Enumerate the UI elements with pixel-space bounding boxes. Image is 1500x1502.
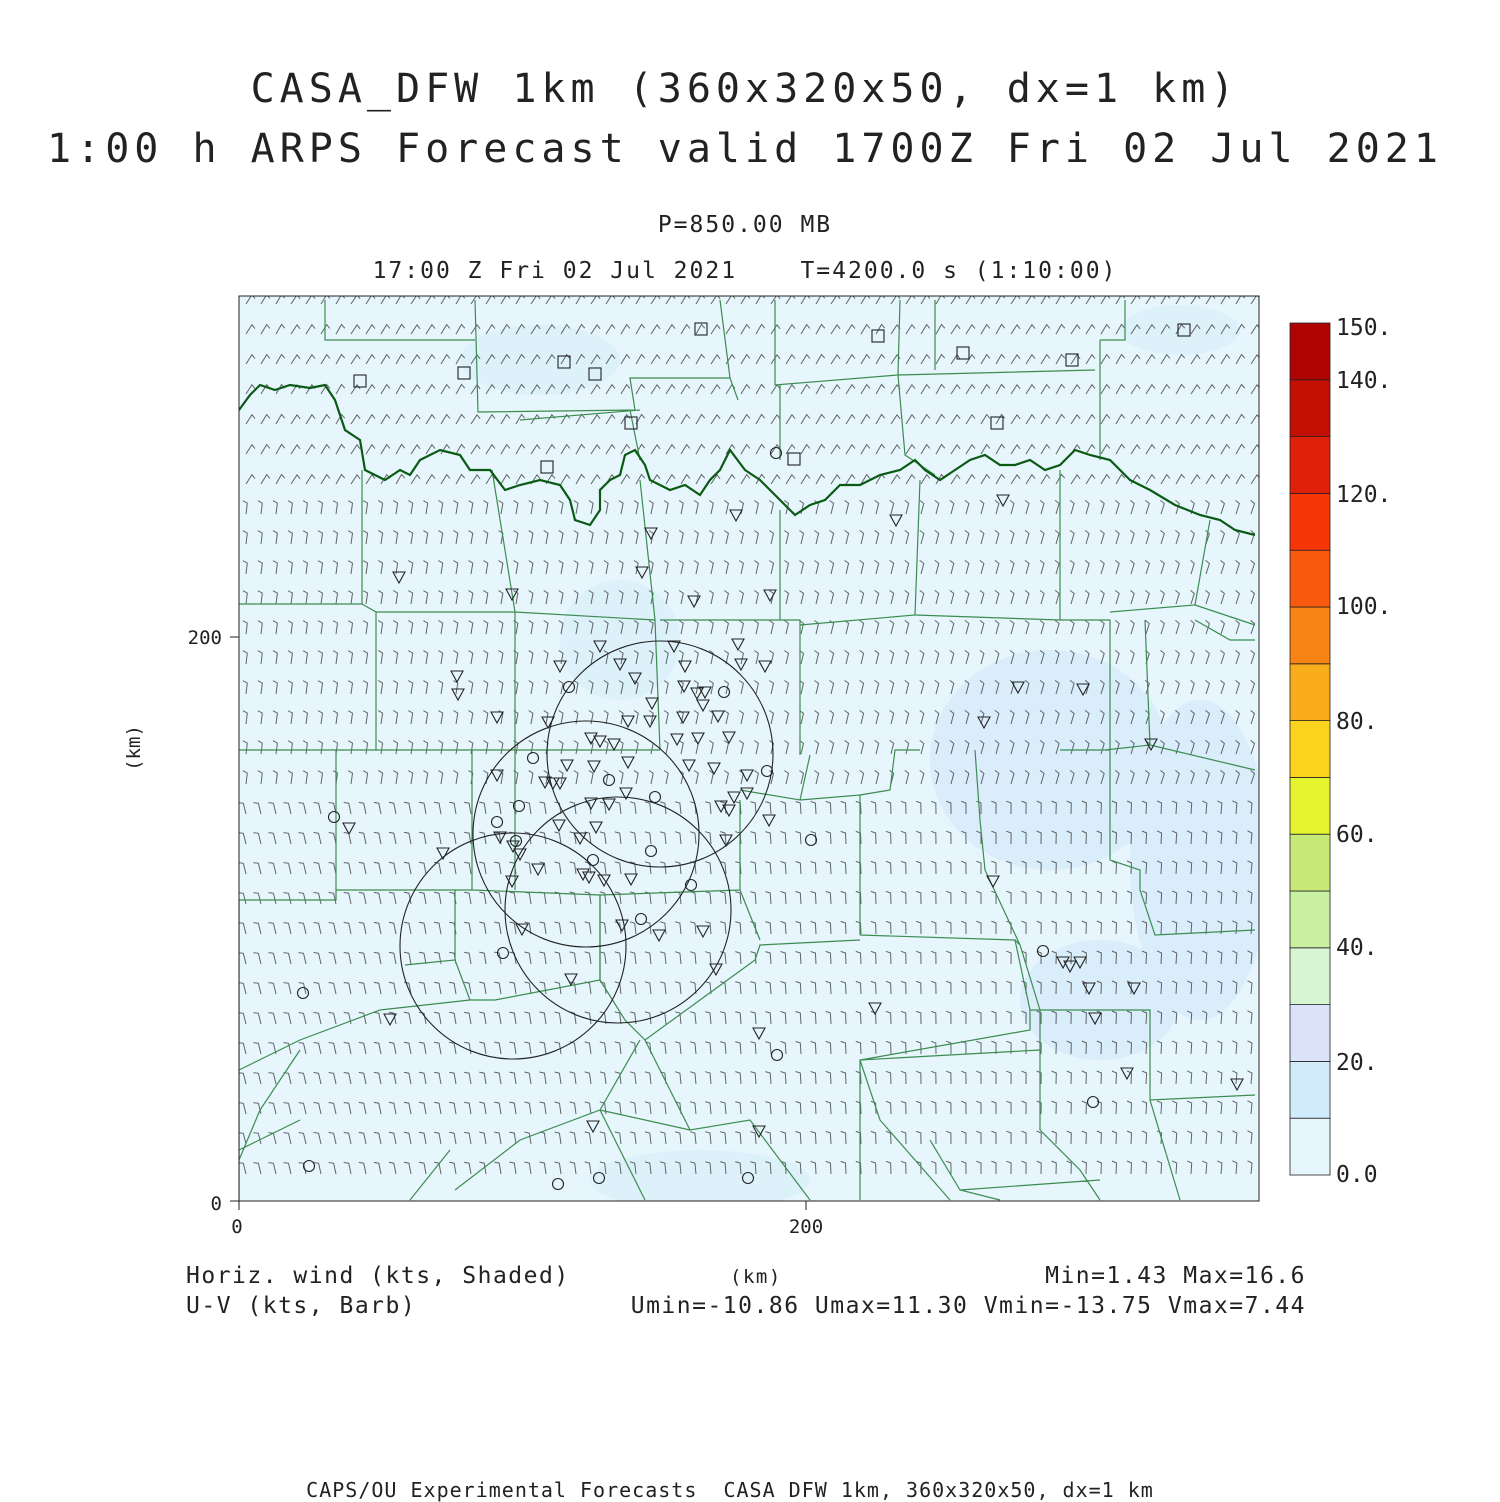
colorbar-swatch xyxy=(1290,834,1330,891)
colorbar-label-60: 60. xyxy=(1336,822,1378,848)
y-axis-label: (km) xyxy=(123,725,145,771)
y-tick-0: 0 xyxy=(210,1193,222,1215)
colorbar-swatch xyxy=(1290,1118,1330,1175)
colorbar-swatch xyxy=(1290,664,1330,721)
colorbar-swatch xyxy=(1290,721,1330,778)
colorbar-swatch xyxy=(1290,1061,1330,1118)
colorbar-swatch xyxy=(1290,380,1330,437)
colorbar-label-140: 140. xyxy=(1336,368,1392,394)
x-tick-200: 200 xyxy=(788,1216,824,1238)
field-shaded-label: Horiz. wind (kts, Shaded) xyxy=(186,1263,570,1289)
colorbar-swatch xyxy=(1290,550,1330,607)
pressure-level: P=850.00 MB xyxy=(657,212,833,238)
wind-shade-center xyxy=(560,580,680,700)
colorbar xyxy=(1290,323,1330,1175)
colorbar-swatch xyxy=(1290,323,1330,380)
colorbar-swatch xyxy=(1290,891,1330,948)
uv-statistics: Umin=-10.86 Umax=11.30 Vmin=-13.75 Vmax=7.44 xyxy=(630,1293,1306,1319)
forecast-title: 1:00 h ARPS Forecast valid 1700Z Fri 02 Jul 2021 xyxy=(47,126,1443,172)
wind-shade-northeast xyxy=(1120,305,1240,355)
colorbar-swatch xyxy=(1290,1005,1330,1062)
field-barb-label: U-V (kts, Barb) xyxy=(186,1293,417,1319)
x-axis-label: (km) xyxy=(730,1266,782,1288)
colorbar-label-100: 100. xyxy=(1336,594,1392,620)
colorbar-label-120: 120. xyxy=(1336,482,1392,508)
x-tick-0: 0 xyxy=(231,1216,243,1238)
colorbar-label-40: 40. xyxy=(1336,935,1378,961)
main-title: CASA_DFW 1km (360x320x50, dx=1 km) xyxy=(250,66,1240,112)
min-max-values: Min=1.43 Max=16.6 xyxy=(1045,1263,1306,1289)
colorbar-label-20: 20. xyxy=(1336,1050,1378,1076)
colorbar-labels xyxy=(1336,315,1391,1188)
colorbar-label-80: 80. xyxy=(1336,709,1378,735)
valid-time: 17:00 Z Fri 02 Jul 2021 T=4200.0 s (1:10:00) xyxy=(372,258,1118,284)
colorbar-swatch xyxy=(1290,777,1330,834)
colorbar-label-150: 150. xyxy=(1336,315,1392,341)
colorbar-swatch xyxy=(1290,607,1330,664)
y-tick-200: 200 xyxy=(187,627,222,649)
colorbar-label-0: 0.0 xyxy=(1336,1162,1378,1188)
credit-line: CAPS/OU Experimental Forecasts CASA DFW 1km, 360x320x50, dx=1 km xyxy=(306,1478,1154,1502)
colorbar-swatch xyxy=(1290,437,1330,494)
wind-shade-north xyxy=(460,325,620,395)
colorbar-swatch xyxy=(1290,948,1330,1005)
colorbar-swatch xyxy=(1290,493,1330,550)
